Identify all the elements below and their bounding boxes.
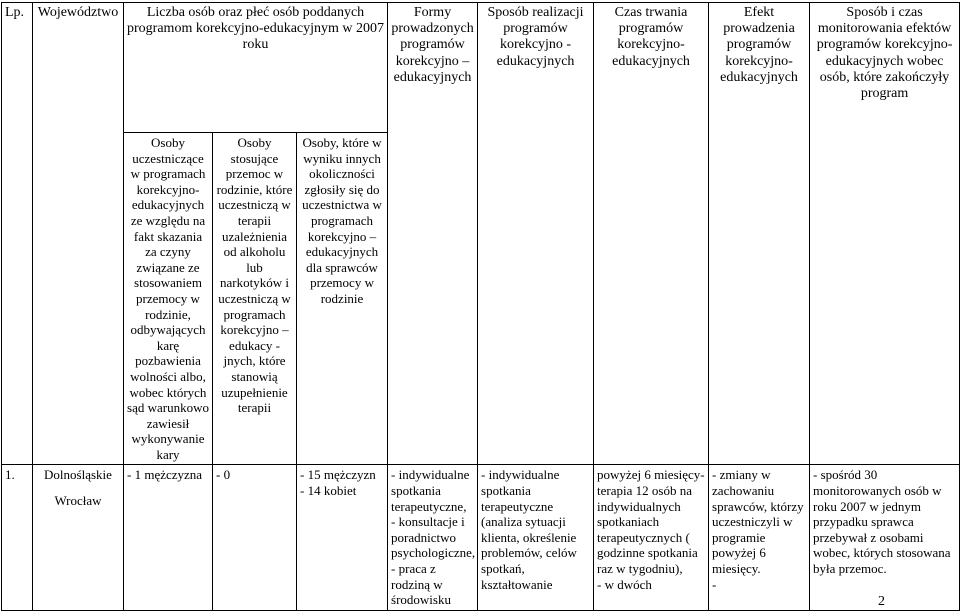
row-city: Wrocław xyxy=(54,493,102,509)
row-czas: powyżej 6 miesięcy-terapia 12 osób na indywidualnych spotkaniach terapeutycznych ( godzinne spotkania raz w tygodniu), - w dwóch xyxy=(594,465,709,610)
header-sposob: Sposób realizacji programów korekcyjno - edukacyjnych xyxy=(478,3,594,465)
subheader-inne: Osoby, które w wyniku innych okoliczności zgłosiły się do uczestnictwa w programach korekcyjno – edukacyjnych dla sprawców przemocy w rodzinie xyxy=(297,133,388,465)
row-wojewodztwo xyxy=(33,465,124,610)
page-number: 2 xyxy=(878,594,885,609)
header-liczba: Liczba osób oraz płeć osób poddanych programom korekcyjno-edukacyjnym w 2007 roku xyxy=(124,3,388,133)
header-efekt: Efekt prowadzenia programów korekcyjno-edukacyjnych xyxy=(709,3,810,465)
header-wojewodztwo: Województwo xyxy=(33,3,124,465)
subheader-skazani: Osoby uczestniczące w programach korekcyjno-edukacyjnych ze względu na fakt skazania za czyny związane ze stosowaniem przemocy w rodzinie, odbywających karę pozbawienia wolności albo, wobec których sąd warunkowo zawiesił wykonywanie kary xyxy=(124,133,213,465)
header-formy: Formy prowadzonych programów korekcyjno – edukacyjnych xyxy=(388,3,478,465)
row-count-skazani: - 1 mężczyzna xyxy=(124,465,213,610)
row-count-inne: - 15 mężczyzn - 14 kobiet xyxy=(297,465,388,610)
program-table xyxy=(1,2,960,611)
row-efekt: - zmiany w zachowaniu sprawców, którzy uczestniczyli w programie powyżej 6 miesięcy. - xyxy=(709,465,810,610)
row-sposob: - indywidualne spotkania terapeutyczne (analiza sytuacji klienta, określenie problemów, celów spotkań, kształtowanie xyxy=(478,465,594,610)
header-lp: Lp. xyxy=(2,3,33,465)
header-czas: Czas trwania programów korekcyjno-edukacyjnych xyxy=(594,3,709,465)
row-lp: 1. xyxy=(2,465,33,610)
data-row xyxy=(2,465,960,610)
row-monitoring: - spośród 30 monitorowanych osób w roku 2007 w jednym przypadku sprawca przebywał z osobami wobec, których stosowana była przemoc. xyxy=(810,465,960,610)
row-count-terapia: - 0 xyxy=(213,465,297,610)
subheader-terapia: Osoby stosujące przemoc w rodzinie, które uczestniczą w terapii uzależnienia od alkoholu lub narkotyków i uczestniczą w programach korekcyjno – edukacy - jnych, które stanowią uzupełnienie terapii xyxy=(213,133,297,465)
header-row xyxy=(2,3,960,133)
header-monitoring: Sposób i czas monitorowania efektów programów korekcyjno-edukacyjnych wobec osób, które zakończyły program xyxy=(810,3,960,465)
row-formy: - indywidualne spotkania terapeutyczne, - konsultacje i poradnictwo psychologiczne, - praca z rodziną w środowisku xyxy=(388,465,478,610)
row-woj-name: Dolnośląskie xyxy=(44,467,112,483)
